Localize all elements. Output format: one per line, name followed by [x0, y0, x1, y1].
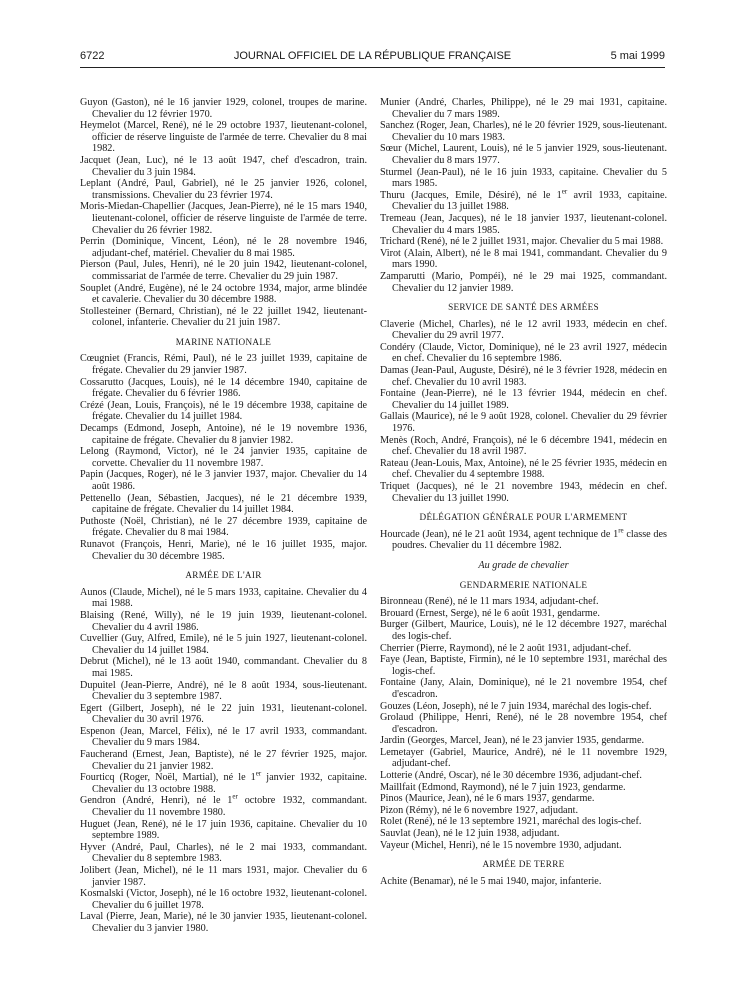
decoration-entry: Pizon (Rémy), né le 6 novembre 1927, adjudant. — [380, 804, 579, 816]
decoration-entry: Virot (Alain, Albert), né le 8 mai 1941, commandant. Chevalier du 9 mars 1990. — [380, 247, 667, 271]
header-rule — [80, 67, 665, 68]
decoration-entry: Espenon (Jean, Marcel, Félix), né le 17 avril 1933, commandant. Chevalier du 9 mars 1984. — [80, 725, 367, 749]
section-heading: GENDARMERIE NATIONALE — [459, 579, 588, 590]
decoration-entry: Condéry (Claude, Victor, Dominique), né le 23 avril 1927, médecin en chef. Chevalier du 16 septembre 1986. — [380, 341, 667, 365]
decoration-entry: Hyver (André, Paul, Charles), né le 2 mai 1933, commandant. Chevalier du 8 septembre 1983. — [80, 841, 367, 865]
decoration-entry: Laval (Pierre, Jean, Marie), né le 30 janvier 1935, lieutenant-colonel. Chevalier du 3 janvier 1980. — [80, 911, 367, 934]
journal-title: JOURNAL OFFICIEL DE LA RÉPUBLIQUE FRANÇAISE — [233, 50, 512, 62]
decoration-entry: Leplant (André, Paul, Gabriel), né le 25 janvier 1926, colonel, transmissions. Chevalier du 23 février 1974. — [80, 178, 367, 201]
decoration-entry: Damas (Jean-Paul, Auguste, Désiré), né le 3 février 1928, médecin en chef. Chevalier du 10 avril 1983. — [380, 365, 667, 388]
section-heading: DÉLÉGATION GÉNÉRALE POUR L'ARMEMENT — [419, 512, 628, 523]
decoration-entry: Cœugniet (Francis, Rémi, Paul), né le 23 juillet 1939, capitaine de frégate. Chevalier du 29 janvier 1987. — [80, 353, 367, 377]
decoration-entry: Stollesteiner (Bernard, Christian), né le 22 juillet 1942, lieutenant-colonel, infanterie. Chevalier du 21 juin 1987. — [80, 305, 367, 329]
decoration-entry: Gendron (André, Henri), né le 1er octobre 1932, commandant. Chevalier du 11 novembre 1980. — [80, 793, 367, 819]
decoration-entry: Blaising (René, Willy), né le 19 juin 1939, lieutenant-colonel. Chevalier du 4 avril 1986. — [80, 609, 367, 633]
section-heading: ARMÉE DE L'AIR — [185, 570, 262, 581]
decoration-entry: Faye (Jean, Baptiste, Firmin), né le 10 septembre 1931, maréchal des logis-chef. — [380, 654, 667, 677]
decoration-entry: Zamparutti (Mario, Pompéi), né le 29 mai 1925, commandant. Chevalier du 12 janvier 1989. — [380, 270, 667, 294]
decoration-entry: Vayeur (Michel, Henri), né le 15 novembre 1930, adjudant. — [380, 839, 622, 851]
decoration-entry: Dupuitel (Jean-Pierre, André), né le 8 août 1934, sous-lieutenant. Chevalier du 3 septembre 1987. — [80, 679, 367, 703]
page-header — [80, 50, 665, 68]
decoration-entry: Menès (Roch, André, François), né le 6 décembre 1941, médecin en chef. Chevalier du 18 avril 1987. — [380, 434, 667, 458]
decoration-entry: Kosmalski (Victor, Joseph), né le 16 octobre 1932, lieutenant-colonel. Chevalier du 6 juillet 1978. — [80, 888, 367, 911]
decoration-entry: Sauvlat (Jean), né le 12 juin 1938, adjudant. — [380, 828, 560, 840]
decoration-entry: Jacquet (Jean, Luc), né le 13 août 1947, chef d'escadron, train. Chevalier du 3 juin 1984. — [80, 154, 367, 178]
decoration-entry: Burger (Gilbert, Maurice, Louis), né le 12 décembre 1927, maréchal des logis-chef. — [380, 619, 667, 642]
decoration-entry: Decamps (Edmond, Joseph, Antoine), né le 19 novembre 1936, capitaine de frégate. Chevalier du 8 janvier 1982. — [80, 423, 367, 446]
decoration-entry: Runavot (François, Henri, Marie), né le 16 juillet 1935, major. Chevalier du 30 décembre 1985. — [80, 538, 367, 562]
decoration-entry: Fourticq (Roger, Noël, Martial), né le 1er janvier 1932, capitaine. Chevalier du 13 octobre 1988. — [80, 769, 367, 795]
decoration-entry: Souplet (André, Eugène), né le 24 octobre 1934, major, arme blindée et cavalerie. Chevalier du 30 décembre 1988. — [80, 282, 367, 306]
decoration-entry: Brouard (Ernest, Serge), né le 6 août 1931, gendarme. — [380, 607, 600, 619]
decoration-entry: Achite (Benamar), né le 5 mai 1940, major, infanterie. — [380, 875, 602, 887]
decoration-entry: Thuru (Jacques, Emile, Désiré), né le 1er avril 1933, capitaine. Chevalier du 13 juillet 1988. — [380, 187, 668, 213]
decoration-entry: Hourcade (Jean), né le 21 août 1934, agent technique de 1re classe des poudres. Chevalier du 11 décembre 1982. — [380, 526, 667, 552]
decoration-entry: Maillfait (Edmond, Raymond), né le 7 juin 1923, gendarme. — [380, 781, 626, 793]
decoration-entry: Guyon (Gaston), né le 16 janvier 1929, colonel, troupes de marine. Chevalier du 12 février 1970. — [80, 97, 367, 120]
decoration-entry: Papin (Jacques, Roger), né le 3 janvier 1937, major. Chevalier du 14 août 1986. — [80, 469, 367, 492]
decoration-entry: Pettenello (Jean, Sébastien, Jacques), né le 21 décembre 1939, capitaine de frégate. Chevalier du 14 juillet 1984. — [80, 492, 367, 516]
decoration-entry: Triquet (Jacques), né le 21 novembre 1943, médecin en chef. Chevalier du 13 juillet 1990. — [380, 481, 667, 504]
decoration-entry: Jardin (Georges, Marcel, Jean), né le 23 janvier 1935, gendarme. — [380, 735, 645, 747]
decoration-entry: Lotterie (André, Oscar), né le 30 décembre 1936, adjudant-chef. — [380, 770, 642, 782]
decoration-entry: Gallais (Maurice), né le 9 août 1928, colonel. Chevalier du 29 février 1976. — [380, 411, 667, 435]
decoration-entry: Sanchez (Roger, Jean, Charles), né le 20 février 1929, sous-lieutenant. Chevalier du 10 mars 1983. — [380, 120, 667, 143]
issue-date: 5 mai 1999 — [610, 50, 665, 62]
section-heading: SERVICE DE SANTÉ DES ARMÉES — [448, 302, 599, 313]
decoration-entry: Crézé (Jean, Louis, François), né le 19 décembre 1938, capitaine de frégate. Chevalier du 14 juillet 1984. — [80, 399, 367, 423]
decoration-entry: Huguet (Jean, René), né le 17 juin 1936, capitaine. Chevalier du 10 septembre 1989. — [80, 818, 367, 842]
decoration-entry: Cherrier (Pierre, Raymond), né le 2 août 1931, adjudant-chef. — [380, 642, 632, 654]
page-number: 6722 — [80, 50, 105, 62]
decoration-entry: Gouzes (Léon, Joseph), né le 7 juin 1934, maréchal des logis-chef. — [380, 700, 652, 712]
decoration-entry: Aunos (Claude, Michel), né le 5 mars 1933, capitaine. Chevalier du 4 mai 1988. — [80, 586, 367, 610]
decoration-entry: Puthoste (Noël, Christian), né le 27 décembre 1939, capitaine de frégate. Chevalier du 8 mai 1984. — [80, 515, 367, 539]
decoration-entry: Moris-Miedan-Chapellier (Jacques, Jean-Pierre), né le 15 mars 1940, lieutenant-colonel, officier de réserve linguiste de l'armée de terre. Chevalier du 26 février 1982. — [80, 201, 367, 236]
section-heading: MARINE NATIONALE — [175, 336, 272, 347]
decoration-entry: Lelong (Raymond, Victor), né le 24 janvier 1935, capitaine de corvette. Chevalier du 11 novembre 1987. — [80, 446, 367, 469]
decoration-entry: Sœur (Michel, Laurent, Louis), né le 5 janvier 1929, sous-lieutenant. Chevalier du 8 mars 1977. — [380, 143, 667, 166]
decoration-entry: Fontaine (Jean-Pierre), né le 13 février 1944, médecin en chef. Chevalier du 14 juillet 1989. — [380, 388, 667, 411]
decoration-entry: Debrut (Michel), né le 13 août 1940, commandant. Chevalier du 8 mai 1985. — [80, 656, 367, 679]
decoration-entry: Trichard (René), né le 2 juillet 1931, major. Chevalier du 5 mai 1988. — [380, 236, 664, 248]
decoration-entry: Rateau (Jean-Louis, Max, Antoine), né le 25 février 1935, médecin en chef. Chevalier du 4 septembre 1988. — [380, 457, 667, 481]
decoration-entry: Sturmel (Jean-Paul), né le 16 juin 1933, capitaine. Chevalier du 5 mars 1985. — [380, 166, 667, 190]
decoration-entry: Tremeau (Jean, Jacques), né le 18 janvier 1937, lieutenant-colonel. Chevalier du 4 mars 1985. — [380, 212, 667, 236]
decoration-entry: Rolet (René), né le 13 septembre 1921, maréchal des logis-chef. — [380, 816, 642, 828]
decoration-entry: Cossarutto (Jacques, Louis), né le 14 décembre 1940, capitaine de frégate. Chevalier du 6 février 1986. — [80, 376, 367, 400]
decoration-entry: Fontaine (Jany, Alain, Dominique), né le 21 novembre 1954, chef d'escadron. — [380, 677, 667, 700]
decoration-entry: Pierson (Paul, Jules, Henri), né le 20 juin 1942, lieutenant-colonel, commissariat de l'armée de terre. Chevalier du 29 juin 1987. — [80, 259, 367, 282]
decoration-entry: Pinos (Maurice, Jean), né le 6 mars 1937, gendarme. — [380, 793, 595, 805]
decoration-entry: Munier (André, Charles, Philippe), né le 29 mai 1931, capitaine. Chevalier du 7 mars 1989. — [380, 97, 667, 120]
decoration-entry: Heymelot (Marcel, René), né le 29 octobre 1937, lieutenant-colonel, officier de réserve linguiste de l'armée de terre. Chevalier du 8 mai 1982. — [80, 120, 367, 155]
right-column — [380, 97, 667, 887]
decoration-entry: Jolibert (Jean, Michel), né le 11 mars 1931, major. Chevalier du 6 janvier 1987. — [80, 865, 367, 888]
decoration-entry: Bironneau (René), né le 11 mars 1934, adjudant-chef. — [380, 596, 599, 608]
decoration-entry: Egert (Gilbert, Joseph), né le 22 juin 1931, lieutenant-colonel. Chevalier du 30 avril 1976. — [80, 702, 367, 726]
section-heading: ARMÉE DE TERRE — [482, 859, 565, 870]
left-column — [80, 97, 367, 935]
decoration-entry: Faucherand (Ernest, Jean, Baptiste), né le 27 février 1925, major. Chevalier du 21 janvier 1982. — [80, 749, 367, 772]
decoration-entry: Lemetayer (Gabriel, Maurice, André), né le 11 novembre 1929, adjudant-chef. — [380, 746, 667, 770]
decoration-entry: Grolaud (Philippe, Henri, René), né le 28 novembre 1954, chef d'escadron. — [380, 712, 667, 735]
decoration-entry: Cuvellier (Guy, Alfred, Emile), né le 5 juin 1927, lieutenant-colonel. Chevalier du 14 juillet 1984. — [80, 633, 367, 656]
decoration-entry: Perrin (Dominique, Vincent, Léon), né le 28 novembre 1946, adjudant-chef, matériel. Chevalier du 8 mai 1985. — [80, 236, 367, 259]
decoration-entry: Claverie (Michel, Charles), né le 12 avril 1933, médecin en chef. Chevalier du 29 avril 1977. — [380, 318, 667, 342]
grade-subtitle: Au grade de chevalier — [478, 559, 569, 571]
